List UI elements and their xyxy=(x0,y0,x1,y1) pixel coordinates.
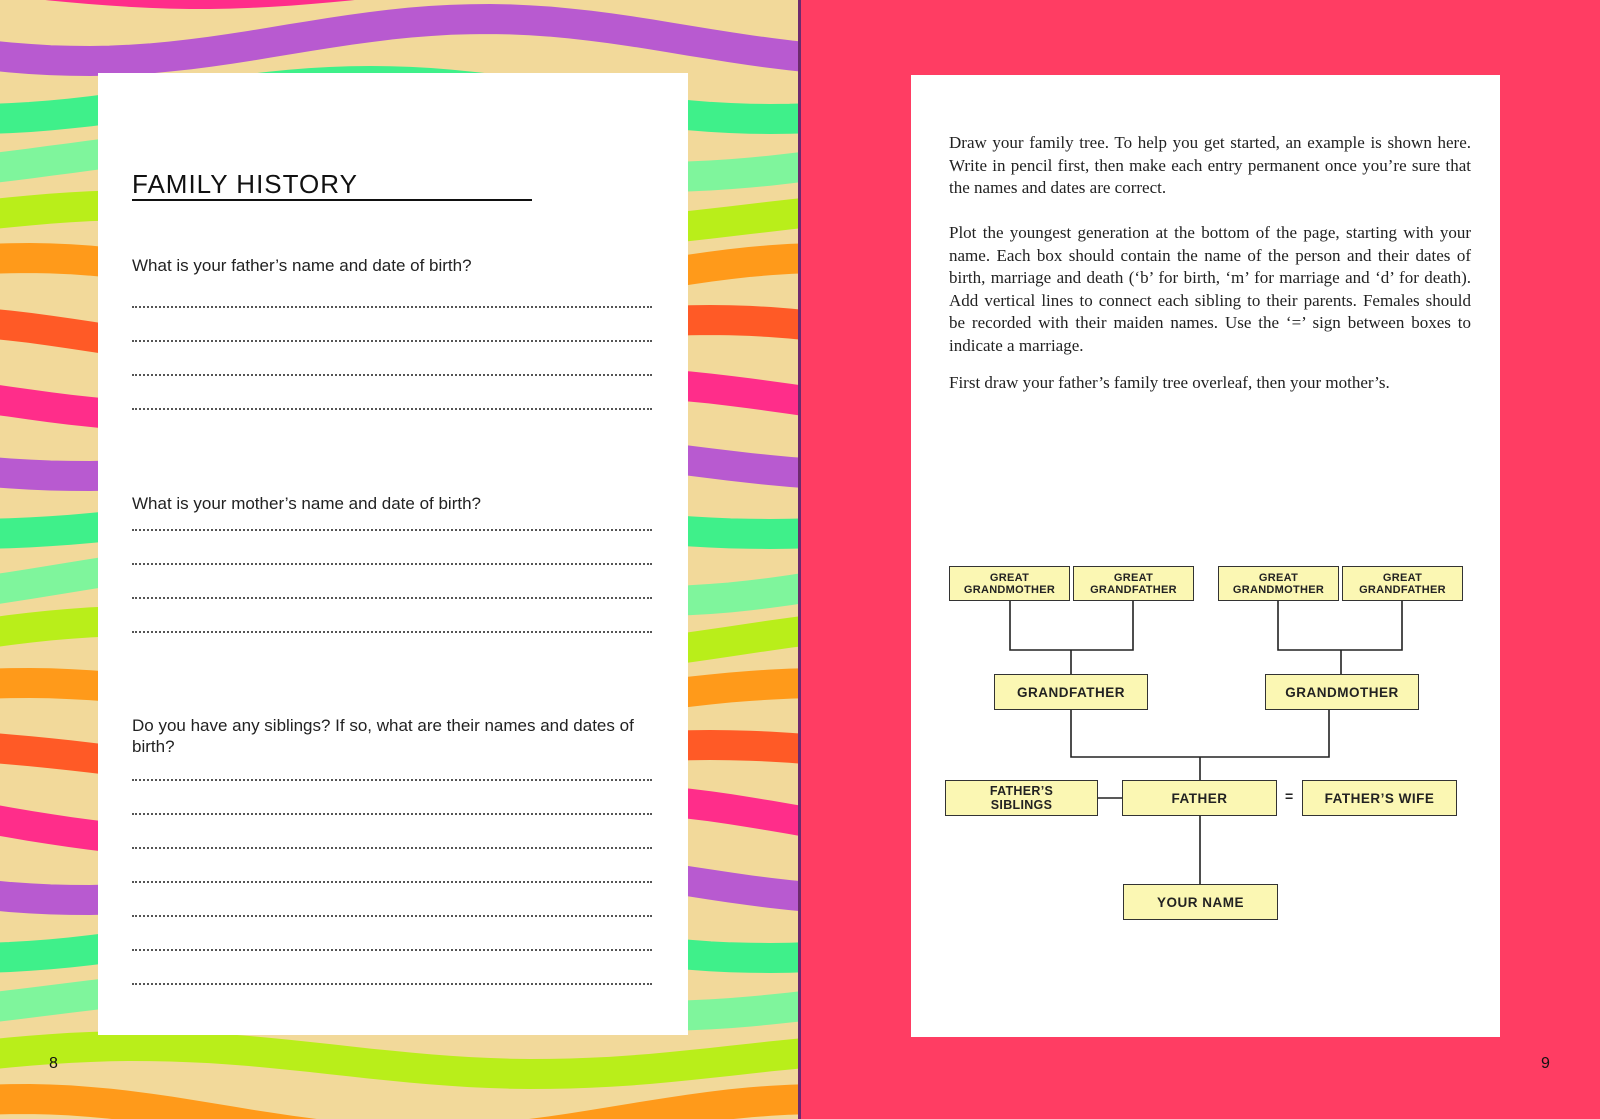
family-tree-card xyxy=(911,75,1500,1037)
answer-line[interactable] xyxy=(132,983,652,985)
tree-box-grandfather[interactable]: GRANDFATHER xyxy=(994,674,1148,710)
tree-box-great-grandmother[interactable]: GREAT GRANDMOTHER xyxy=(949,566,1070,601)
answer-line[interactable] xyxy=(132,881,652,883)
question-mother: What is your mother’s name and date of birth? xyxy=(132,494,481,513)
tree-box-your-name[interactable]: YOUR NAME xyxy=(1123,884,1278,920)
answer-line[interactable] xyxy=(132,631,652,633)
page-number-right: 9 xyxy=(1541,1055,1550,1072)
answer-line[interactable] xyxy=(132,563,652,565)
answer-line[interactable] xyxy=(132,529,652,531)
answer-line[interactable] xyxy=(132,813,652,815)
answer-line[interactable] xyxy=(132,374,652,376)
instructions-paragraph-3: First draw your father’s family tree overleaf, then your mother’s. xyxy=(949,373,1390,392)
marriage-sign: = xyxy=(1285,788,1294,804)
answer-line[interactable] xyxy=(132,340,652,342)
answer-line[interactable] xyxy=(132,915,652,917)
instructions-paragraph-2: Plot the youngest generation at the bottom of the page, starting with your name. Each box should contain the name of the person and their dates of birth, marriage and death (‘b’ for birth, ‘m’ for marriage and ‘d’ for death). Add vertical lines to connect each sibling to their parents. Females should be recorded with their maiden names. Use the ‘=’ sign between boxes to indicate a marriage. xyxy=(949,223,1471,355)
tree-box-great-grandfather[interactable]: GREAT GRANDFATHER xyxy=(1342,566,1463,601)
tree-box-fathers-wife[interactable]: FATHER’S WIFE xyxy=(1302,780,1457,816)
stripe xyxy=(0,1099,800,1119)
tree-box-grandmother[interactable]: GRANDMOTHER xyxy=(1265,674,1419,710)
answer-line[interactable] xyxy=(132,847,652,849)
question-father: What is your father’s name and date of birth? xyxy=(132,256,472,275)
answer-line[interactable] xyxy=(132,597,652,599)
page-title: FAMILY HISTORY xyxy=(132,169,532,201)
tree-box-great-grandfather[interactable]: GREAT GRANDFATHER xyxy=(1073,566,1194,601)
right-page xyxy=(801,0,1600,1119)
question-siblings: Do you have any siblings? If so, what are their names and dates of birth? xyxy=(132,716,634,756)
stripe xyxy=(0,19,800,61)
tree-box-fathers-siblings[interactable]: FATHER’S SIBLINGS xyxy=(945,780,1098,816)
stripe xyxy=(0,1046,800,1074)
instructions-paragraph-1: Draw your family tree. To help you get started, an example is shown here. Write in pencil first, then make each entry permanent once you’re sure that the names and dates are correct. xyxy=(949,133,1471,198)
answer-line[interactable] xyxy=(132,306,652,308)
tree-box-father[interactable]: FATHER xyxy=(1122,780,1277,816)
answer-line[interactable] xyxy=(132,779,652,781)
answer-line[interactable] xyxy=(132,949,652,951)
tree-box-great-grandmother[interactable]: GREAT GRANDMOTHER xyxy=(1218,566,1339,601)
family-history-card xyxy=(98,73,688,1035)
page-number-left: 8 xyxy=(49,1055,58,1072)
answer-line[interactable] xyxy=(132,408,652,410)
